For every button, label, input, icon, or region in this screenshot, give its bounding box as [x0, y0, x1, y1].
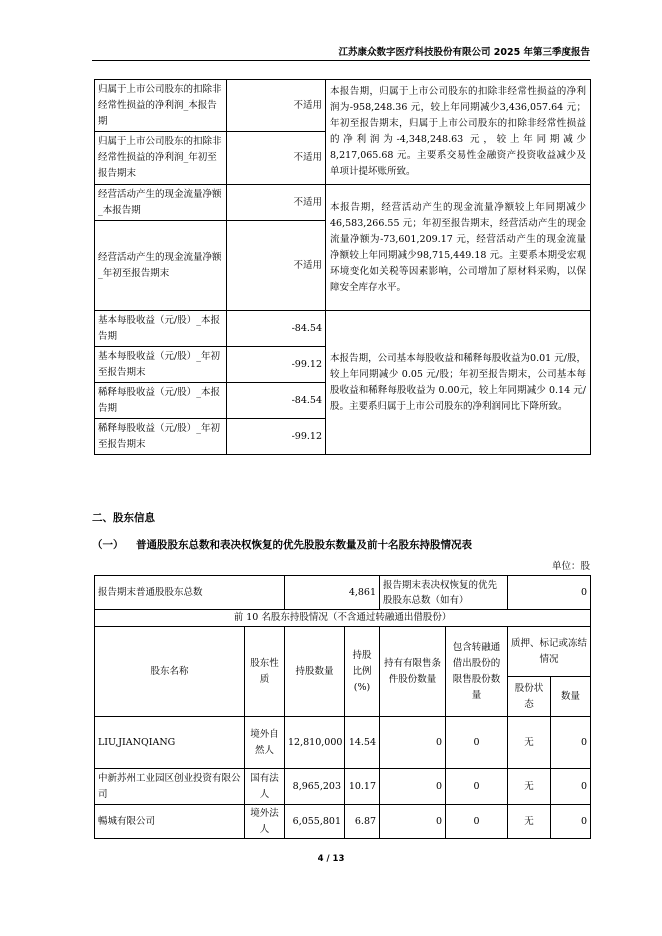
indicator-value: 不适用 — [227, 132, 326, 185]
shareholder-lent: 0 — [446, 717, 508, 769]
indicator-label: 归属于上市公司股东的扣除非经常性损益的净利润_本报告期 — [95, 80, 227, 132]
table-row — [95, 805, 591, 839]
total-shareholders-label: 报告期末普通股股东总数 — [95, 576, 285, 610]
col-header-qty: 数量 — [551, 677, 591, 717]
shareholders-table — [94, 575, 591, 839]
indicator-note: 本报告期，经营活动产生的现金流量净额较上年同期减少 46,583,266.55 元；年初至报告期末，经营活动产生的现金流量净额为-73,601,209.17 元，经营活动产生的现金流量净额较上年同期减少98,715,449.18 元。主要系本期受宏观环境变化如关税等因素影响，公司增加了原材料采购，以保障安全库存水平。 — [326, 185, 591, 311]
indicator-label: 经营活动产生的现金流量净额_年初至报告期末 — [95, 221, 227, 311]
shareholder-qty: 0 — [551, 769, 591, 805]
indicator-label: 归属于上市公司股东的扣除非经常性损益的净利润_年初至报告期末 — [95, 132, 227, 185]
col-header-restricted: 持有有限售条件股份数量 — [380, 627, 446, 717]
col-header-lent: 包含转融通借出股份的限售股份数量 — [446, 627, 508, 717]
col-header-status: 股份状态 — [508, 677, 551, 717]
shareholder-ratio: 10.17 — [345, 769, 380, 805]
shareholder-status: 无 — [508, 805, 551, 839]
col-header-pledge: 质押、标记或冻结情况 — [508, 627, 591, 677]
col-header-shares: 持股数量 — [285, 627, 345, 717]
section-title: 二、股东信息 — [92, 512, 155, 524]
shareholder-name: LIU,JIANQIANG — [95, 717, 245, 769]
indicator-note: 本报告期，归属于上市公司股东的扣除非经常性损益的净利润为-958,248.36 元，较上年同期减少3,436,057.64 元；年初至报告期末，归属于上市公司股东的扣除非经常性损益的净利润为-4,348,248.63 元，较上年同期减少 8,217,065.68 元。主要系交易性金融资产投资收益减少及单项计提坏账所致。 — [326, 80, 591, 185]
page-header: 江苏康众数字医疗科技股份有限公司 2025 年第三季度报告 — [338, 47, 590, 58]
indicator-value: -99.12 — [227, 347, 326, 383]
shareholder-qty: 0 — [551, 717, 591, 769]
shareholder-nature: 境外法人 — [245, 805, 285, 839]
indicator-value: 不适用 — [227, 221, 326, 311]
shareholder-status: 无 — [508, 717, 551, 769]
indicator-value: -84.54 — [227, 383, 326, 419]
page-number: 4 / 13 — [317, 854, 345, 864]
shareholder-name: 中新苏州工业园区创业投资有限公司 — [95, 769, 245, 805]
financial-indicators-table — [94, 79, 591, 455]
shareholder-lent: 0 — [446, 805, 508, 839]
table-row — [95, 769, 591, 805]
subsection-number: （一） — [92, 539, 124, 551]
preferred-shareholders-label: 报告期末表决权恢复的优先股股东总数（如有） — [380, 576, 508, 610]
indicator-note: 本报告期，公司基本每股收益和稀释每股收益为0.01 元/股，较上年同期减少 0.05 元/股；年初至报告期末，公司基本每股收益和稀释每股收益为 0.00元，较上年同期减少 0.14 元/股。主要系归属于上市公司股东的净利润同比下降所致。 — [326, 311, 591, 455]
total-shareholders-value: 4,861 — [285, 576, 380, 610]
unit-label: 单位：股 — [551, 561, 590, 572]
indicator-value: -99.12 — [227, 419, 326, 455]
subsection-text: 普通股股东总数和表决权恢复的优先股股东数量及前十名股东持股情况表 — [136, 539, 472, 551]
col-header-name: 股东名称 — [95, 627, 245, 717]
indicator-label: 基本每股收益（元/股）_年初至报告期末 — [95, 347, 227, 383]
indicator-label: 经营活动产生的现金流量净额_本报告期 — [95, 185, 227, 221]
shareholder-qty: 0 — [551, 805, 591, 839]
shareholder-nature: 境外自然人 — [245, 717, 285, 769]
col-header-ratio: 持股比例(%) — [345, 627, 380, 717]
shareholder-ratio: 14.54 — [345, 717, 380, 769]
preferred-shareholders-value: 0 — [508, 576, 591, 610]
table-row — [95, 717, 591, 769]
top10-title: 前 10 名股东持股情况（不含通过转融通出借股份） — [95, 610, 591, 627]
indicator-label: 稀释每股收益（元/股）_本报告期 — [95, 383, 227, 419]
indicator-label: 稀释每股收益（元/股）_年初至报告期末 — [95, 419, 227, 455]
shareholder-restricted: 0 — [380, 717, 446, 769]
shareholder-restricted: 0 — [380, 769, 446, 805]
shareholder-shares: 12,810,000 — [285, 717, 345, 769]
shareholder-nature: 国有法人 — [245, 769, 285, 805]
indicator-value: 不适用 — [227, 80, 326, 132]
subsection-title — [92, 537, 472, 552]
col-header-nature: 股东性质 — [245, 627, 285, 717]
header-divider — [92, 60, 590, 61]
indicator-label: 基本每股收益（元/股）_本报告期 — [95, 311, 227, 347]
shareholder-shares: 6,055,801 — [285, 805, 345, 839]
shareholder-status: 无 — [508, 769, 551, 805]
shareholder-lent: 0 — [446, 769, 508, 805]
shareholder-ratio: 6.87 — [345, 805, 380, 839]
shareholder-shares: 8,965,203 — [285, 769, 345, 805]
indicator-value: -84.54 — [227, 311, 326, 347]
shareholder-restricted: 0 — [380, 805, 446, 839]
indicator-value: 不适用 — [227, 185, 326, 221]
shareholder-name: 暢城有限公司 — [95, 805, 245, 839]
